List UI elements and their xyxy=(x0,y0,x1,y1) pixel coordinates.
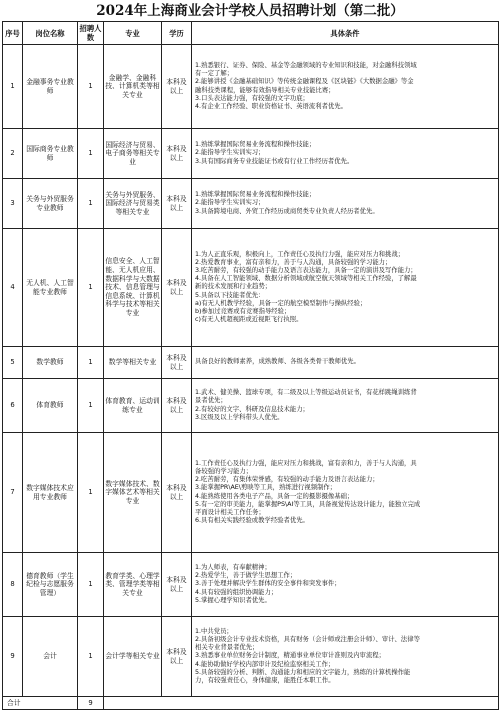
header-seq: 序号 xyxy=(3,22,23,45)
row-position: 关务与外贸服务专业教师 xyxy=(23,179,78,229)
requirement-line: 1.为人师表，有奉献精神； xyxy=(195,564,271,572)
row-position: 国际商务专业教师 xyxy=(23,129,78,179)
requirement-line: 4.有企业工作经验、职业资格证书、英语流利者优先。 xyxy=(195,102,347,110)
row-seq: 9 xyxy=(3,617,23,697)
total-empty xyxy=(104,697,499,710)
page-title: 2024年上海商业会计学校人员招聘计划（第二批） xyxy=(96,3,404,19)
requirement-line: 相关专业背景者优先； xyxy=(195,644,259,652)
row-requirements xyxy=(192,129,499,179)
header-position: 岗位名称 xyxy=(23,22,78,45)
requirement-line: 3.熟悉事业单位财务会计制度，精通事业单位审计准则及内审流程； xyxy=(195,652,386,660)
row-count: 1 xyxy=(78,379,104,433)
row-position: 数学教师 xyxy=(23,347,78,379)
row-education: 本科及以上 xyxy=(162,179,192,229)
row-major: 体育教育、运动训练专业 xyxy=(104,379,162,433)
row-major: 会计学等相关专业 xyxy=(104,617,162,697)
requirement-line: 5.有一定的审美能力，能掌握PS\AI等工具，具备视觉传达设计能力，能独立完成 xyxy=(195,500,421,508)
requirement-line: 3.具有国际商务专业技能证书或有行业工作经历者优先。 xyxy=(195,157,354,165)
row-seq: 8 xyxy=(3,553,23,617)
requirement-line: 融科技类课程，能够有效指导相关专业技能比赛； xyxy=(195,86,335,94)
requirement-line: 有一定了解； xyxy=(195,70,234,78)
row-seq: 6 xyxy=(3,379,23,433)
row-count: 1 xyxy=(78,229,104,347)
requirement-line: 1.熟练掌握国际贸易业务流程和操作技能； xyxy=(195,191,316,199)
requirement-line: 3.具备跨境电商、外贸工作经历或商贸类专业负责人经历者优先。 xyxy=(195,207,379,215)
row-requirements xyxy=(192,179,499,229)
row-count: 1 xyxy=(78,179,104,229)
requirement-line: 平面设计相关工作任务； xyxy=(195,508,265,516)
requirement-line: 力，有较强责任心，身体健康，能胜任本职工作。 xyxy=(195,676,335,684)
row-education: 本科及以上 xyxy=(162,617,192,697)
requirement-line: 新的技术发展和行业趋势； xyxy=(195,283,272,291)
row-major: 数字媒体技术、数字媒体艺术等相关专业 xyxy=(104,433,162,553)
table-row xyxy=(3,179,499,229)
requirement-line: 2.能够讲授《金融基础知识》等传统金融课程及《区块链》《大数据金融》等金 xyxy=(195,78,414,86)
requirement-line: 3.吃苦耐劳，有较强的动手能力及语言表达能力，具备一定的演讲及写作能力； xyxy=(195,267,417,275)
row-position: 体育教师 xyxy=(23,379,78,433)
row-position: 会计 xyxy=(23,617,78,697)
requirement-line: 2.吃苦耐劳，有集体荣誉感，有较强的动手能力及语言表达能力； xyxy=(195,476,379,484)
table-row xyxy=(3,433,499,553)
requirement-line: 备较强的学习能力； xyxy=(195,468,253,476)
row-education: 本科及以上 xyxy=(162,433,192,553)
row-position: 金融事务专业教师 xyxy=(23,45,78,129)
requirement-line: 景者优先； xyxy=(195,397,227,405)
row-position: 无人机、人工智能专业教师 xyxy=(23,229,78,347)
row-requirements xyxy=(192,433,499,553)
requirement-line: 2.有较好的文字、科研及信息技术能力； xyxy=(195,405,309,413)
requirement-line: 2.具备初级会计专业技术资格，具有财务（会计师或注册会计师）、审计、法律等 xyxy=(195,636,420,644)
row-major: 教育学类、心理学类、管理学类等相关专业 xyxy=(104,553,162,617)
row-major: 国际经济与贸易、电子商务等相关专业 xyxy=(104,129,162,179)
row-requirements xyxy=(192,347,499,379)
table-row xyxy=(3,379,499,433)
header-count: 招聘人数 xyxy=(78,22,104,45)
row-count: 1 xyxy=(78,617,104,697)
row-education: 本科及以上 xyxy=(162,553,192,617)
requirement-line: 2.热爱学生，善于做学生思想工作； xyxy=(195,572,297,580)
row-count: 1 xyxy=(78,433,104,553)
row-requirements xyxy=(192,617,499,697)
requirement-line: 5.具备较强的分析、判断、沟通能力和相应的文字能力，熟练的计算机操作能 xyxy=(195,668,411,676)
row-seq: 3 xyxy=(3,179,23,229)
row-seq: 4 xyxy=(3,229,23,347)
requirement-line: c)有无人机超视距或近视距飞行执照。 xyxy=(195,315,303,323)
row-seq: 7 xyxy=(3,433,23,553)
table-header-row xyxy=(3,22,499,45)
row-education: 本科及以上 xyxy=(162,45,192,129)
requirement-line: 1.中共党员； xyxy=(195,628,233,636)
recruitment-table xyxy=(2,21,499,710)
header-major: 专业 xyxy=(104,22,162,45)
row-seq: 1 xyxy=(3,45,23,129)
row-requirements xyxy=(192,45,499,129)
total-row xyxy=(3,697,499,710)
row-major: 数学等相关专业 xyxy=(104,347,162,379)
header-education: 学历 xyxy=(162,22,192,45)
requirement-line: 1.熟练掌握国际贸易业务流程和操作技能； xyxy=(195,141,316,149)
row-education: 本科及以上 xyxy=(162,229,192,347)
row-education: 本科及以上 xyxy=(162,129,192,179)
row-requirements xyxy=(192,553,499,617)
requirement-line: 3.口头表达能力强，有较强的文字功底； xyxy=(195,94,309,102)
requirement-line: 4.能熟练使用各类电子产品，具备一定的摄影摄像基础； xyxy=(195,492,354,500)
requirement-line: a)有无人机教学经验，具备一定的航空模型制作与操纵经验； xyxy=(195,299,367,307)
requirement-line: 3.能掌握PR\AE\剪映等工具，熟练进行视频制作； xyxy=(195,484,337,492)
row-requirements xyxy=(192,229,499,347)
row-major: 关务与外贸服务、国际经济与贸易类等相关专业 xyxy=(104,179,162,229)
requirement-line: 3.区级及以上学科带头人优先。 xyxy=(195,413,284,421)
requirement-line: 4.具有较强的组织协调能力； xyxy=(195,588,278,596)
requirement-line: 1.为人正直乐观，积极向上，工作责任心及执行力强，能应对压力和挑战； xyxy=(195,251,405,259)
requirement-line: 1.工作责任心及执行力强，能应对压力和挑战，富有亲和力，善于与人沟通，具 xyxy=(195,460,417,468)
row-requirements xyxy=(192,379,499,433)
requirement-line: b)参加过竞赛或有竞赛指导经验； xyxy=(195,307,291,315)
row-seq: 5 xyxy=(3,347,23,379)
row-major: 信息安全、人工智能、无人机应用、数据科学与大数据技术、信息管理与信息系统、计算机科学与技术等相关专业 xyxy=(104,229,162,347)
row-position: 数字媒体技术应用专业教师 xyxy=(23,433,78,553)
table-row xyxy=(3,129,499,179)
table-row xyxy=(3,45,499,129)
row-seq: 2 xyxy=(3,129,23,179)
table-row xyxy=(3,553,499,617)
requirement-line: 1.熟悉银行、证券、保险、基金等金融领域的专业知识和技能，对金融科技领域 xyxy=(195,62,417,70)
row-education: 本科及以上 xyxy=(162,347,192,379)
requirement-line: 3.善于处理并解决学生群体的安全事件和突发事件； xyxy=(195,580,341,588)
table-row xyxy=(3,347,499,379)
row-education: 本科及以上 xyxy=(162,379,192,433)
requirement-line: 6.具有相关实践经验或教学经验者优先。 xyxy=(195,516,309,524)
requirement-line: 2.能指导学生实训实习； xyxy=(195,199,265,207)
table-row xyxy=(3,229,499,347)
requirement-line: 4.能协助做好学校内部审计及纪检监察相关工作； xyxy=(195,660,335,668)
row-major: 金融学、金融科技、计算机类等相关专业 xyxy=(104,45,162,129)
requirement-line: 5.掌握心理学知识者优先。 xyxy=(195,596,271,604)
row-count: 1 xyxy=(78,45,104,129)
row-count: 1 xyxy=(78,553,104,617)
requirement-line: 2.热爱教育事业，富有亲和力，善于与人沟通，具备较强的学习能力； xyxy=(195,259,392,267)
total-label: 合计 xyxy=(3,697,78,710)
requirement-line: 2.能指导学生实训实习； xyxy=(195,149,265,157)
table-row xyxy=(3,617,499,697)
requirement-line: 5.具备以下技能者优先： xyxy=(195,291,265,299)
row-position: 德育教师（学生纪检与志愿服务管理） xyxy=(23,553,78,617)
row-count: 1 xyxy=(78,129,104,179)
header-requirements: 具体条件 xyxy=(192,22,499,45)
requirement-line: 具备良好的教师素养，成熟教师、各级各类骨干教师优先。 xyxy=(195,358,360,366)
total-count: 9 xyxy=(78,697,104,710)
row-count: 1 xyxy=(78,347,104,379)
requirement-line: 4.具备在人工智能领域、数据分析领域或航空航天领域等相关工作经验，了解最 xyxy=(195,275,417,283)
requirement-line: 1.武术、健美操、篮球专项，有二级及以上等级运动员证书，有花样跳绳训练背 xyxy=(195,389,417,397)
